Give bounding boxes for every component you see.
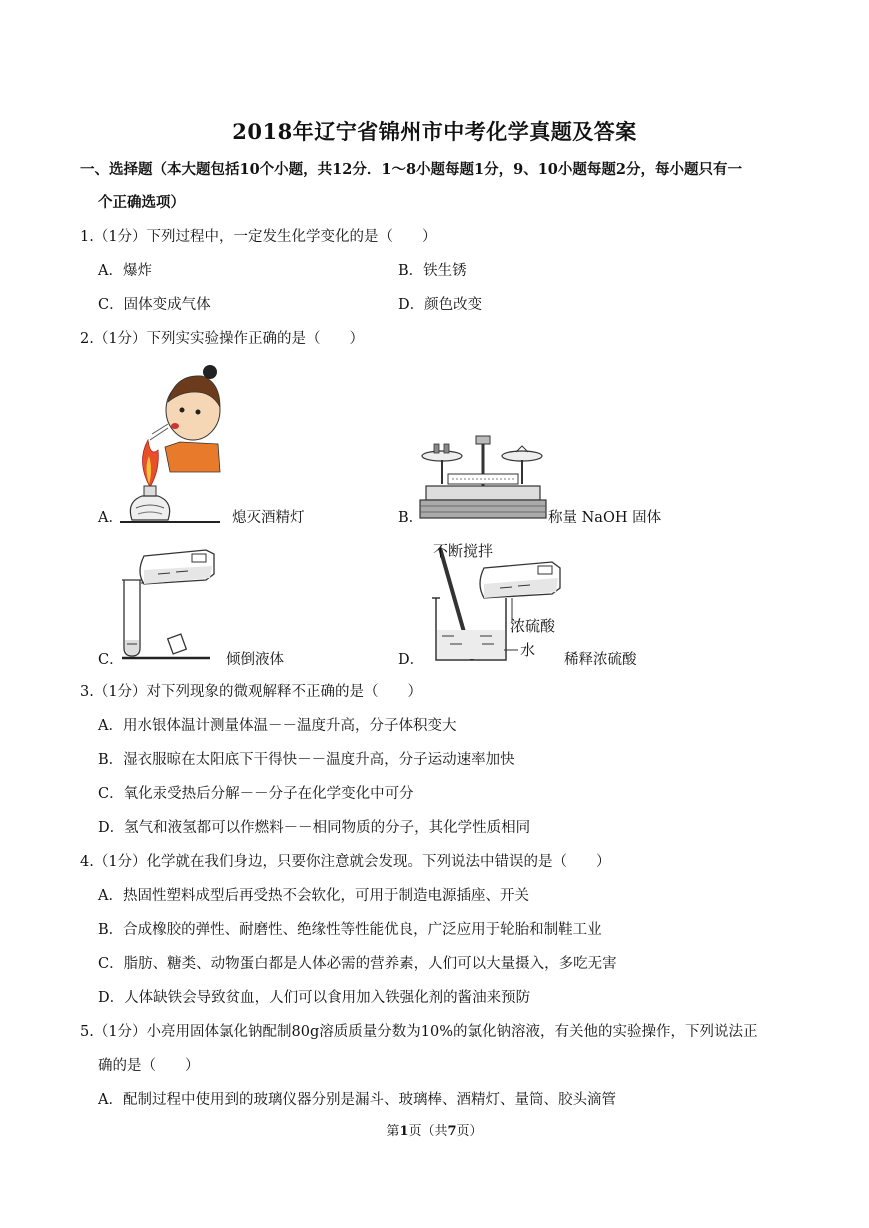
question-3-option-a: A．用水银体温计测量体温－－温度升高，分子体积变大 <box>98 718 457 734</box>
question-5-stem-line1: 5.（1分）小亮用固体氯化钠配制80g溶质质量分数为10%的氯化钠溶液，有关他的实验操作，下列说法正 <box>80 1024 758 1040</box>
question-2-option-d-caption: 稀释浓硫酸 <box>564 652 637 668</box>
question-2-option-d-letter: D． <box>398 652 425 668</box>
question-2-option-b-caption: 称量 NaOH 固体 <box>548 510 662 526</box>
figure-d-label-water: 水 <box>520 641 536 659</box>
question-1-option-b: B．铁生锈 <box>398 263 467 279</box>
question-4-option-c: C．脂肪、糖类、动物蛋白都是人体必需的营养素，人们可以大量摄入，多吃无害 <box>98 956 617 972</box>
question-1-option-a: A．爆炸 <box>98 263 152 279</box>
question-4-option-b: B．合成橡胶的弹性、耐磨性、绝缘性等性能优良，广泛应用于轮胎和制鞋工业 <box>98 922 602 938</box>
footer-total-pages: 7 <box>447 1124 457 1139</box>
page-title: 2018年辽宁省锦州市中考化学真题及答案 <box>232 119 637 144</box>
question-3-option-b: B．湿衣服晾在太阳底下干得快－－温度升高，分子运动速率加快 <box>98 752 515 768</box>
figure-d-label-stir: 不断搅拌 <box>433 542 494 560</box>
page-footer <box>0 1120 869 1139</box>
footer-prefix: 第 <box>386 1124 400 1139</box>
question-2-option-c-caption: 倾倒液体 <box>226 652 284 668</box>
figure-d-label-acid: 浓硫酸 <box>510 617 556 635</box>
question-3-option-c: C．氧化汞受热后分解－－分子在化学变化中可分 <box>98 786 414 802</box>
question-1-option-c: C．固体变成气体 <box>98 297 211 313</box>
question-3-option-d: D．氢气和液氢都可以作燃料－－相同物质的分子，其化学性质相同 <box>98 820 531 836</box>
figure-c-pouring <box>118 544 218 664</box>
question-2-option-a-letter: A． <box>98 510 123 526</box>
section-heading-line1: 一、选择题（本大题包括10个小题，共12分．1～8小题每题1分，9、10小题每题2分，每小题只有一 <box>80 161 742 178</box>
footer-middle: 页（共 <box>408 1124 448 1139</box>
question-1-option-d: D．颜色改变 <box>398 297 483 313</box>
question-2-stem: 2.（1分）下列实实验操作正确的是（ ） <box>80 331 365 347</box>
figure-a-alcohol-lamp <box>120 362 230 527</box>
footer-suffix: 页） <box>456 1124 483 1139</box>
question-4-option-a: A．热固性塑料成型后再受热不会软化，可用于制造电源插座、开关 <box>98 888 529 904</box>
question-1-stem: 1.（1分）下列过程中，一定发生化学变化的是（ ） <box>80 229 437 245</box>
question-3-stem: 3.（1分）对下列现象的微观解释不正确的是（ ） <box>80 684 423 700</box>
question-5-option-a: A．配制过程中使用到的玻璃仪器分别是漏斗、玻璃棒、酒精灯、量筒、胶头滴管 <box>98 1092 616 1108</box>
question-2-option-b-letter: B． <box>398 510 424 526</box>
question-2-option-c-letter: C． <box>98 652 124 668</box>
footer-page-number: 1 <box>399 1124 409 1139</box>
question-2-option-a-caption: 熄灭酒精灯 <box>232 510 305 526</box>
question-5-stem-line2: 确的是（ ） <box>98 1058 200 1074</box>
section-heading-line2: 个正确选项） <box>98 194 185 211</box>
figure-b-balance <box>418 432 548 524</box>
question-4-stem: 4.（1分）化学就在我们身边，只要你注意就会发现。下列说法中错误的是（ ） <box>80 854 611 870</box>
question-4-option-d: D．人体缺铁会导致贫血，人们可以食用加入铁强化剂的酱油来预防 <box>98 990 531 1006</box>
